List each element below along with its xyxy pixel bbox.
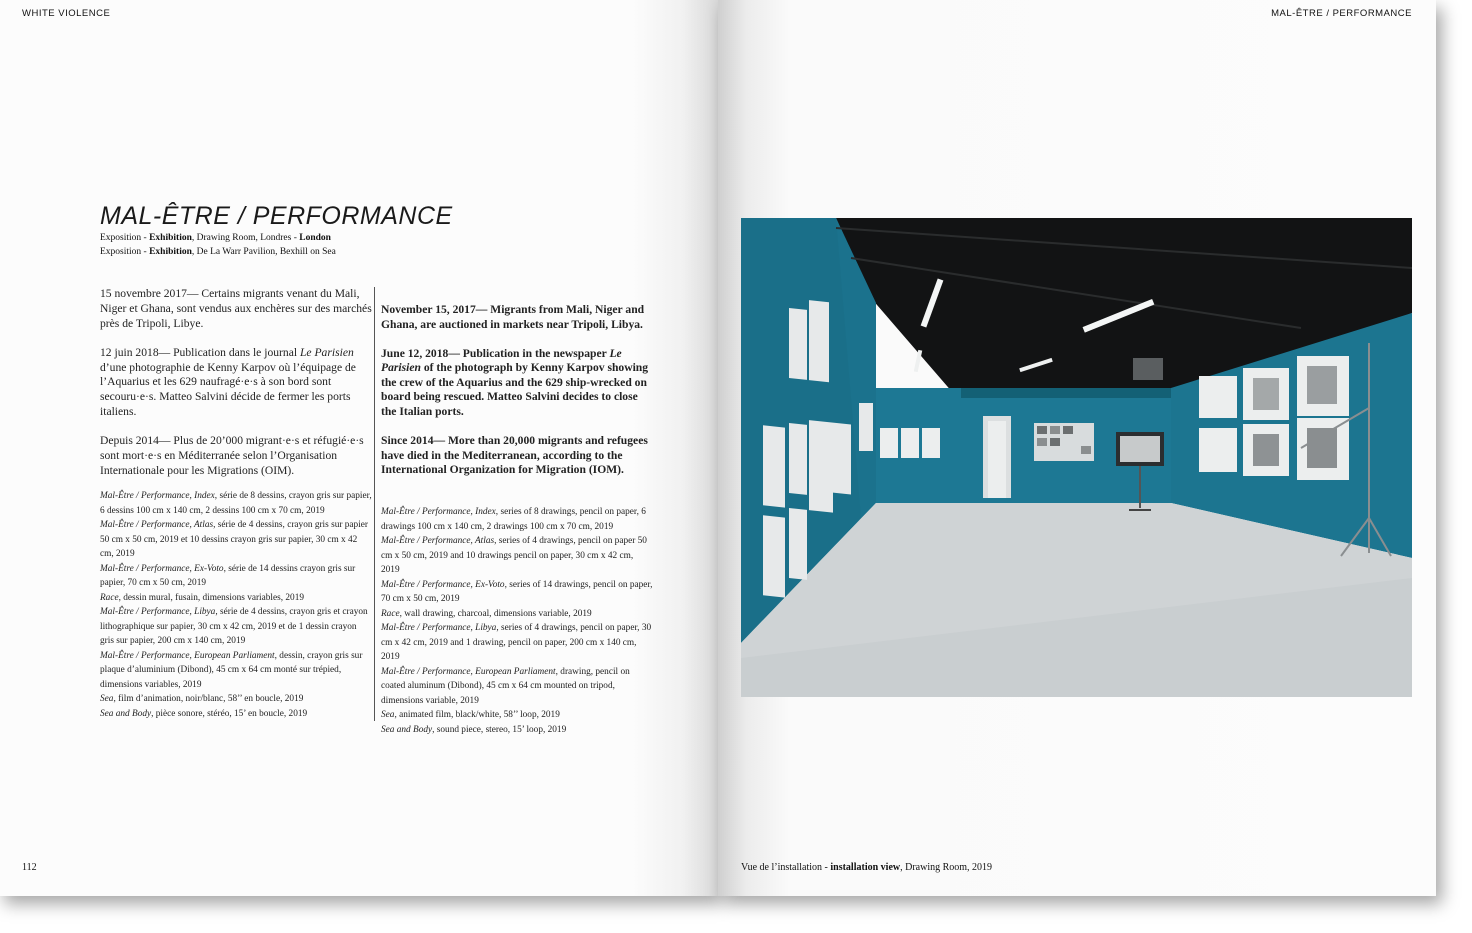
french-paragraph-1: 15 novembre 2017— Certains migrants venant du Mali, Niger et Ghana, sont vendus aux enchères sur des marchés près de Tripoli, Libye. bbox=[100, 287, 372, 330]
work-item: Sea, animated film, black/white, 58’’ loop, 2019 bbox=[381, 710, 560, 720]
work-item: Mal-Être / Performance, Libya, series of 4 drawings, pencil on paper, 30 cm x 42 cm, 2019 and 1 drawing, pencil on paper, 200 cm x 140 cm, 2019 bbox=[381, 623, 652, 662]
wall-drawing bbox=[789, 423, 807, 495]
ceiling-light bbox=[914, 350, 922, 372]
drawing-image bbox=[1307, 366, 1337, 404]
wall-drawing bbox=[763, 425, 785, 507]
wall-drawing bbox=[809, 420, 833, 513]
drawing-image bbox=[1307, 428, 1337, 468]
work-item: Race, dessin mural, fusain, dimensions variables, 2019 bbox=[100, 592, 304, 603]
wall-drawing bbox=[809, 300, 829, 382]
work-item: Mal-Être / Performance, Index, series of 8 drawings, pencil on paper, 6 drawings 100 cm x 140 cm, 2 drawings 100 cm x 70 cm, 2019 bbox=[381, 507, 646, 532]
page-number-left: 112 bbox=[22, 862, 37, 873]
wall-drawing bbox=[859, 403, 873, 451]
ventilation-unit bbox=[1133, 358, 1163, 380]
work-item: Mal-Être / Performance, European Parliament, dessin, crayon gris sur plaque d’aluminium (Dibond), 45 cm x 64 cm monté sur trépied, dimensions variables, 2019 bbox=[100, 650, 363, 690]
running-head-left: WHITE VIOLENCE bbox=[22, 8, 111, 19]
drawing bbox=[1037, 438, 1047, 446]
english-paragraph-1: November 15, 2017— Migrants from Mali, Niger and Ghana, are auctioned in markets near Tripoli, Libya. bbox=[381, 303, 645, 331]
work-item: Mal-Être / Performance, Atlas, series of 4 drawings, pencil on paper 50 cm x 50 cm, 2019 and 10 drawings pencil on paper, 30 cm x 42 cm, 2019 bbox=[381, 536, 647, 575]
work-item: Mal-Être / Performance, Index, série de 8 dessins, crayon gris sur papier, 6 dessins 100 cm x 140 cm, 2 dessins 100 cm x 70 cm, 2019 bbox=[100, 491, 372, 516]
back-wall-top bbox=[961, 388, 1171, 398]
work-item: Mal-Être / Performance, European Parliament, drawing, pencil on coated aluminum (Dibond), 45 cm x 64 cm mounted on tripod, dimensions variable, 2019 bbox=[381, 666, 630, 706]
work-item: Sea and Body, sound piece, stereo, 15’ loop, 2019 bbox=[381, 724, 567, 735]
wall-drawing bbox=[763, 515, 785, 597]
french-text-column bbox=[100, 287, 372, 493]
work-item: Mal-Être / Performance, Ex-Voto, série de 14 dessins crayon gris sur papier, 70 cm x 50 cm, 2019 bbox=[100, 563, 356, 588]
drawing bbox=[880, 428, 898, 458]
exhibition-line-2: Exposition - Exhibition, De La Warr Pavilion, Bexhill on Sea bbox=[100, 246, 336, 257]
door bbox=[988, 421, 1006, 498]
drawing bbox=[1063, 426, 1073, 434]
drawing bbox=[1050, 438, 1060, 446]
drawing bbox=[1050, 426, 1060, 434]
work-item: Race, wall drawing, charcoal, dimensions variable, 2019 bbox=[381, 608, 592, 619]
wall-drawing bbox=[833, 423, 851, 495]
work-item: Sea, film d’animation, noir/blanc, 58’’ en boucle, 2019 bbox=[100, 694, 304, 704]
english-paragraph-3: Since 2014— More than 20,000 migrants and refugees have died in the Mediterranean, according to the International Organization for Migration (IOM). bbox=[381, 434, 648, 477]
photo-caption: Vue de l’installation - installation view, Drawing Room, 2019 bbox=[741, 862, 993, 873]
drawing bbox=[1037, 426, 1047, 434]
drawing bbox=[922, 428, 940, 458]
installation-photo bbox=[741, 218, 1412, 697]
french-paragraph-2: 12 juin 2018— Publication dans le journal Le Parisien d’une photographie de Kenny Karpov où l’équipage de l’Aquarius et les 629 naufragé·e·s à son bord sont secouru·e·s. Matteo Salvini décide de fermer les ports italiens. bbox=[100, 345, 356, 419]
work-item: Mal-Être / Performance, Atlas, série de 4 dessins, crayon gris sur papier 50 cm x 50 cm, 2019 et 10 dessins crayon gris sur papier, 30 cm x 42 cm, 2019 bbox=[100, 520, 368, 559]
works-list-english bbox=[381, 505, 653, 737]
page-title: MAL-ÊTRE / PERFORMANCE bbox=[100, 202, 453, 230]
wall-drawing bbox=[789, 508, 807, 580]
exhibition-info bbox=[100, 232, 336, 259]
work-item: Mal-Être / Performance, Libya, série de 4 dessins, crayon gris et crayon lithographique sur papier, 30 cm x 42 cm, 2019 et de 1 dessin crayon gris sur papier, 200 cm x 140 cm, 2019 bbox=[100, 607, 368, 646]
english-paragraph-2: June 12, 2018— Publication in the newspaper Le Parisien of the photograph by Kenny Karpov showing the crew of the Aquarius and the 629 ship-wrecked on board being rescued. Matteo Salvini decides to close the Italian ports. bbox=[381, 346, 649, 419]
drawing bbox=[901, 428, 919, 458]
english-text-column bbox=[381, 303, 653, 492]
column-divider bbox=[374, 287, 375, 721]
drawing-image bbox=[1253, 434, 1279, 466]
video-screen-image bbox=[1120, 436, 1160, 462]
wall-drawing bbox=[789, 308, 807, 380]
exhibition-line-1: Exposition - Exhibition, Drawing Room, Londres - London bbox=[100, 233, 331, 243]
running-head-right: MAL-ÊTRE / PERFORMANCE bbox=[1271, 8, 1412, 19]
work-item: Sea and Body, pièce sonore, stéréo, 15’ en boucle, 2019 bbox=[100, 708, 308, 719]
french-paragraph-3: Depuis 2014— Plus de 20’000 migrant·e·s et réfugié·e·s sont mort·e·s en Méditerranée selon l’Organisation Internationale pour les Migrations (OIM). bbox=[100, 434, 364, 477]
work-item: Mal-Être / Performance, Ex-Voto, series of 14 drawings, pencil on paper, 70 cm x 50 cm, 2019 bbox=[381, 579, 653, 604]
left-page bbox=[0, 0, 718, 896]
drawing bbox=[1081, 446, 1091, 454]
installation-photo-svg bbox=[741, 218, 1412, 697]
works-list-french bbox=[100, 489, 372, 721]
wall-drawing bbox=[1199, 428, 1237, 472]
drawing-image bbox=[1253, 378, 1279, 410]
wall-drawing bbox=[1199, 376, 1237, 418]
